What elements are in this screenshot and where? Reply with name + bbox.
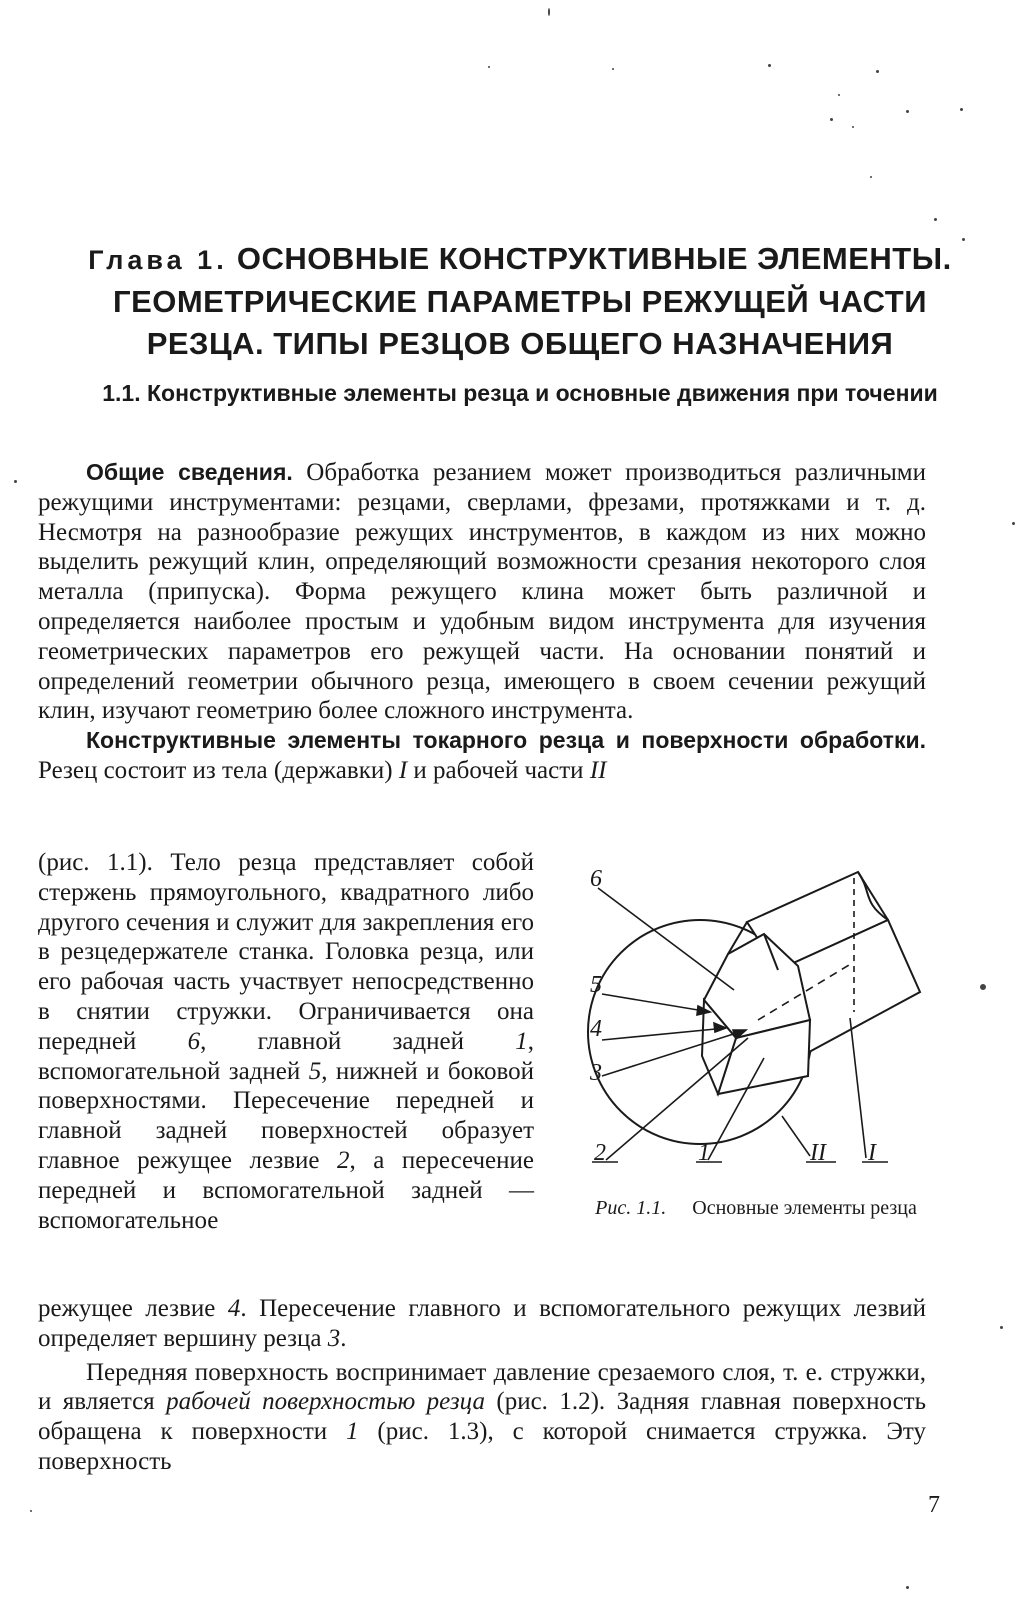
section-heading: [70, 378, 970, 408]
paragraph-continuation: [38, 1294, 926, 1354]
paragraph-rake-face: [38, 1358, 926, 1477]
text-run: и рабочей части: [407, 756, 590, 784]
body-text: [38, 458, 926, 786]
ref-numeral: 1: [346, 1418, 359, 1446]
text-run: .: [340, 1324, 347, 1352]
text-run: , вспомогательной задней: [38, 1027, 534, 1085]
ref-numeral: I: [398, 756, 408, 784]
label-II: II: [810, 1140, 826, 1166]
ref-numeral: 3: [327, 1324, 341, 1352]
text-run: . Пересечение главного и вспомогательного режущих лезвий определяет вершину резца: [38, 1295, 927, 1352]
chapter-prefix: Глава 1.: [88, 245, 228, 275]
section-number: 1.1.: [102, 380, 141, 406]
caption-label: Рис. 1.1.: [595, 1197, 667, 1219]
text-run: режущее лезвие: [38, 1295, 228, 1322]
label-5: 5: [590, 972, 602, 998]
paragraph-general: [38, 458, 926, 726]
ref-numeral: 2: [337, 1146, 350, 1174]
runin-heading: Конструктивные элементы токарного резца и поверхности обработки.: [86, 727, 926, 754]
text-run: Резец состоит из тела (державки): [38, 756, 399, 784]
label-I: I: [868, 1140, 876, 1166]
ref-numeral: II: [589, 756, 607, 784]
page-number: 7: [928, 1492, 940, 1518]
text-run: , нижней и боковой поверхностями. Пересечение передней и главной задней поверхностей образует главное режущее лезвие: [38, 1057, 535, 1174]
caption-text: Основные элементы резца: [692, 1197, 917, 1219]
text-run: , а пересечение передней и вспомогательной задней — вспомогательное: [38, 1146, 534, 1234]
wrapped-text-column: [38, 848, 534, 1235]
label-1: 1: [698, 1140, 710, 1166]
ref-numeral: 4: [227, 1295, 241, 1322]
paragraph-text: Обработка резанием может производиться различными режущими инструментами: резцами, сверлами, фрезами, протяжками и т. д. Несмотря на разнообразие режущих инструментов, в каждом из них можно выделить режущий клин, определяющий возможности срезания некоторого слоя металла (припуска). Форма режущего клина может быть различной и определяется наиболее простым и удобным видом инструмента для изучения геометрических параметров его режущей части. На основании понятий и определений геометрии обычного резца, имеющего в своем сечении режущий клин, изучают геометрию более сложного инструмента.: [38, 459, 926, 725]
label-4: 4: [590, 1016, 602, 1042]
runin-heading: Общие сведения.: [86, 459, 293, 485]
text-run: (рис. 1.2). Задняя главная поверхность обращена к поверхности: [38, 1388, 927, 1446]
ref-numeral: 1: [515, 1027, 528, 1055]
italic-term: рабочей поверхностью резца: [166, 1388, 485, 1416]
figure-caption: [576, 1196, 936, 1220]
chapter-title: ОСНОВНЫЕ КОНСТРУКТИВНЫЕ ЭЛЕМЕНТЫ. ГЕОМЕТРИЧЕСКИЕ ПАРАМЕТРЫ РЕЖУЩЕЙ ЧАСТИ РЕЗЦА. ТИПЫ РЕЗЦОВ ОБЩЕГО НАЗНАЧЕНИЯ: [113, 241, 952, 361]
paragraph-elements: [38, 726, 926, 786]
label-3: 3: [590, 1060, 602, 1086]
figure-cutter-diagram: [572, 862, 934, 1174]
text-run: (рис. 1.1). Тело резца представляет собой стержень прямоугольного, квадратного либо другого сечения и служит для закрепления его в резцедержателе станка. Головка резца, или его рабочая часть участвует непосредственно в снятии стружки. Ограничивается она передней: [38, 849, 534, 1055]
label-2: 2: [594, 1140, 606, 1166]
ref-numeral: 6: [187, 1027, 201, 1055]
text-run: , главной задней: [200, 1027, 516, 1055]
text-run: (рис. 1.3), с которой снимается стружка. Эту поверхность: [38, 1418, 926, 1475]
body-text-continued: [38, 1294, 926, 1477]
ref-numeral: 5: [308, 1057, 322, 1085]
text-run: Передняя поверхность воспринимает давление срезаемого слоя, т. е. стружки, и является: [38, 1358, 926, 1416]
label-6: 6: [590, 866, 602, 892]
chapter-heading: [80, 238, 960, 365]
section-title: Конструктивные элементы резца и основные движения при точении: [147, 380, 938, 406]
